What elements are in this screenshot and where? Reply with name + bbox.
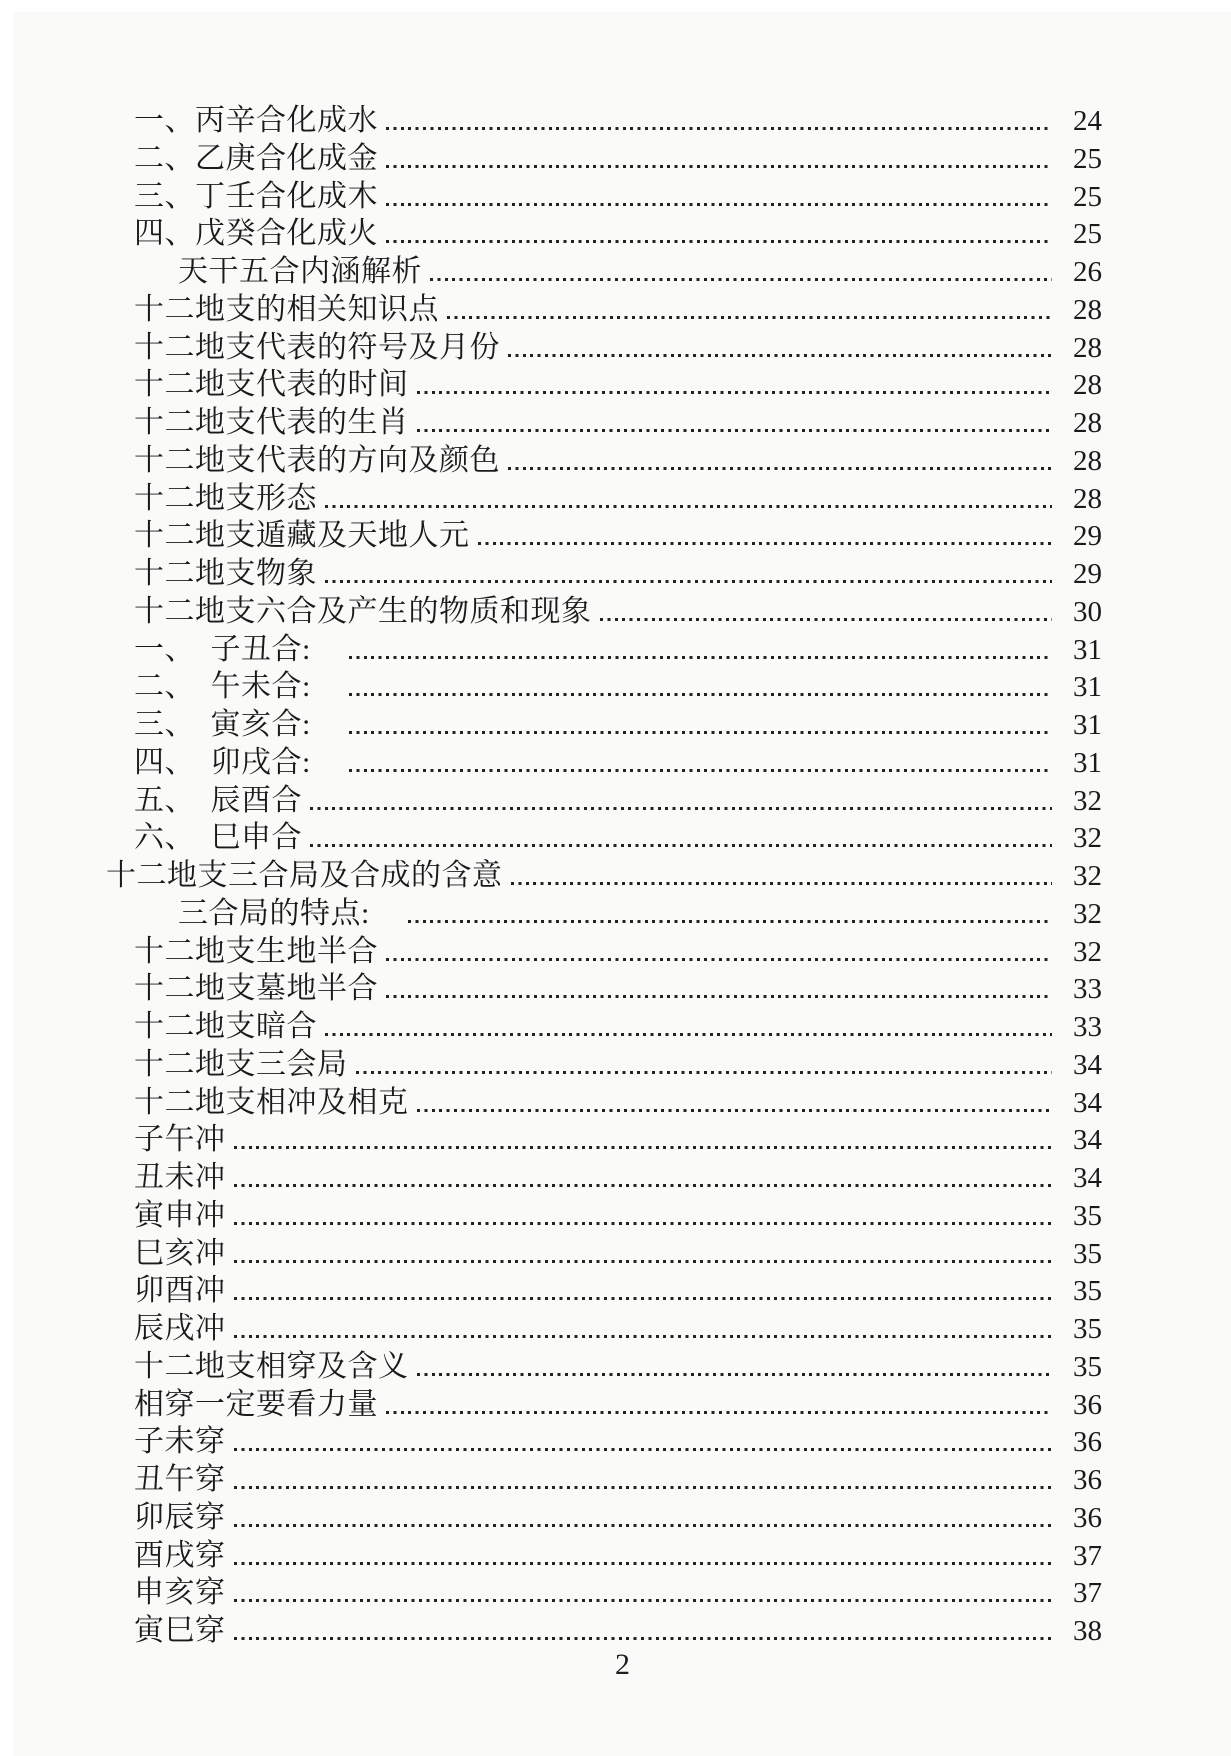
toc-entry [106,178,1102,216]
toc-entry-label: 三合局的特点: [178,896,401,930]
dot-leader [447,316,1052,319]
toc-entry [106,442,1102,480]
toc-entry-page: 28 [1073,369,1102,402]
toc-entry-page: 31 [1073,671,1102,704]
dot-leader [417,1373,1053,1376]
dot-leader [408,920,1052,923]
toc-entry [106,1537,1102,1575]
dot-leader [386,240,1052,243]
toc-entry-page: 34 [1073,1086,1102,1119]
toc-entry [106,706,1102,744]
dot-leader [508,467,1052,470]
toc-entry-page: 28 [1073,482,1102,515]
toc-entry-label: 二、 午未合: [134,670,342,704]
dot-leader [386,995,1052,998]
toc-entry-page: 25 [1073,142,1102,175]
dot-leader [234,1297,1053,1300]
toc-entry-page: 34 [1073,1162,1102,1194]
toc-entry-label: 四、戊癸合化成火 [134,217,378,251]
toc-entry [106,404,1102,442]
toc-entry-label: 一、 子丑合: [134,632,342,666]
toc-entry [106,1386,1102,1424]
toc-entry-label: 十二地支暗合 [134,1010,317,1043]
dot-leader [234,1562,1053,1565]
dot-leader [234,1222,1053,1225]
toc-entry-label: 一、丙辛合化成水 [134,104,378,137]
toc-entry-page: 36 [1073,1464,1102,1496]
toc-entry-page: 33 [1073,973,1102,1006]
dot-leader [430,278,1052,281]
toc-list [14,12,1231,1650]
toc-entry [106,1159,1102,1197]
toc-entry [106,1008,1102,1046]
toc-entry-label: 三、丁壬合化成木 [134,179,378,213]
dot-leader [386,1411,1052,1414]
footer-page-number: 2 [615,1648,630,1681]
toc-entry-page: 34 [1073,1048,1102,1081]
toc-entry-page: 32 [1073,935,1102,968]
toc-entry [106,366,1102,404]
toc-entry-label: 十二地支代表的方向及颜色 [134,443,500,477]
dot-leader [234,1448,1053,1451]
dot-leader [234,1637,1053,1640]
toc-entry-page: 35 [1073,1350,1102,1383]
dot-leader [325,580,1052,583]
toc-entry [106,1499,1102,1537]
dot-leader [234,1486,1053,1489]
toc-entry-label: 十二地支三合局及合成的含意 [106,859,503,892]
toc-entry [106,253,1102,291]
toc-entry-page: 34 [1073,1124,1102,1157]
toc-entry-page: 35 [1073,1237,1102,1270]
toc-entry [106,517,1102,555]
dot-leader [386,127,1052,130]
dot-leader [356,1071,1053,1074]
page-footer [14,1648,1231,1682]
toc-entry [106,1423,1102,1461]
toc-entry [106,215,1102,253]
toc-entry [106,1046,1102,1084]
toc-entry-page: 32 [1073,784,1102,817]
toc-entry-page: 28 [1073,407,1102,439]
toc-entry [106,1235,1102,1273]
toc-entry-label: 十二地支代表的生肖 [134,406,409,439]
toc-entry-page: 32 [1073,822,1102,855]
toc-entry [106,102,1102,140]
toc-entry-label: 十二地支遁藏及天地人元 [134,519,470,553]
dot-leader [234,1335,1053,1338]
toc-entry-label: 四、 卯戌合: [134,745,342,779]
toc-entry [106,895,1102,933]
toc-entry-label: 十二地支墓地半合 [134,972,378,1006]
toc-entry-page: 25 [1073,180,1102,213]
toc-entry-label: 酉戌穿 [134,1538,226,1572]
toc-entry-page: 24 [1073,105,1102,137]
dot-leader [234,1260,1053,1263]
dot-leader [349,731,1052,734]
toc-entry-label: 寅申冲 [134,1198,226,1232]
toc-entry-page: 30 [1073,595,1102,628]
dot-leader [349,769,1052,772]
toc-entry-page: 28 [1073,331,1102,364]
toc-entry [106,291,1102,329]
toc-entry [106,329,1102,367]
toc-entry [106,555,1102,593]
toc-entry-page: 32 [1073,897,1102,930]
toc-entry [106,1461,1102,1499]
toc-entry-page: 31 [1073,709,1102,741]
dot-leader [600,618,1053,621]
toc-entry [106,744,1102,782]
toc-entry-page: 25 [1073,218,1102,251]
toc-entry-label: 卯酉冲 [134,1274,226,1308]
dot-leader [310,844,1052,847]
toc-entry-page: 28 [1073,444,1102,477]
toc-entry [106,1272,1102,1310]
toc-entry-label: 十二地支的相关知识点 [134,292,439,326]
dot-leader [234,1184,1053,1187]
toc-entry-label: 寅巳穿 [134,1614,226,1647]
toc-entry-page: 29 [1073,520,1102,553]
toc-entry-label: 十二地支代表的符号及月份 [134,330,500,364]
toc-entry-label: 十二地支物象 [134,557,317,590]
toc-entry-label: 申亥穿 [134,1576,226,1610]
toc-entry-label: 六、 巳申合 [134,821,302,855]
toc-entry-label: 二、乙庚合化成金 [134,141,378,175]
toc-entry-page: 31 [1073,633,1102,666]
dot-leader [386,165,1052,168]
dot-leader [386,958,1052,961]
dot-leader [234,1524,1053,1527]
dot-leader [417,1109,1053,1112]
toc-entry [106,1310,1102,1348]
toc-entry [106,140,1102,178]
toc-entry-page: 37 [1073,1577,1102,1610]
toc-entry-label: 三、 寅亥合: [134,708,342,741]
toc-entry [106,1197,1102,1235]
toc-entry [106,1348,1102,1386]
toc-entry-page: 36 [1073,1388,1102,1421]
toc-entry-label: 十二地支形态 [134,481,317,515]
dot-leader [310,807,1052,810]
dot-leader [417,429,1053,432]
toc-entry [106,668,1102,706]
toc-entry-label: 辰戌冲 [134,1312,226,1345]
toc-entry-page: 28 [1073,293,1102,326]
toc-entry-page: 35 [1073,1275,1102,1308]
toc-entry-page: 29 [1073,558,1102,590]
dot-leader [325,505,1052,508]
toc-entry-page: 35 [1073,1313,1102,1345]
toc-entry [106,1574,1102,1612]
toc-entry-label: 丑未冲 [134,1161,226,1194]
toc-entry [106,1612,1102,1650]
toc-entry-label: 十二地支相穿及含义 [134,1349,409,1383]
toc-entry-page: 26 [1073,256,1102,288]
toc-entry-label: 子午冲 [134,1123,226,1157]
toc-entry [106,1084,1102,1122]
toc-entry-label: 子未穿 [134,1425,226,1459]
dot-leader [508,354,1052,357]
dot-leader [417,391,1053,394]
toc-entry-label: 天干五合内涵解析 [178,255,422,288]
toc-entry-page: 35 [1073,1199,1102,1232]
toc-entry-page: 36 [1073,1426,1102,1459]
toc-entry-label: 十二地支生地半合 [134,934,378,968]
dot-leader [349,656,1052,659]
toc-entry-label: 十二地支相冲及相克 [134,1085,409,1119]
toc-entry [106,970,1102,1008]
dot-leader [511,882,1053,885]
toc-entry-label: 十二地支三会局 [134,1047,348,1081]
toc-entry [106,857,1102,895]
toc-entry-label: 十二地支代表的时间 [134,368,409,402]
dot-leader [386,203,1052,206]
toc-entry-label: 卯辰穿 [134,1500,226,1534]
toc-entry [106,782,1102,820]
toc-entry [106,933,1102,971]
toc-entry-label: 十二地支六合及产生的物质和现象 [134,594,592,628]
toc-entry [106,819,1102,857]
toc-entry [106,593,1102,631]
toc-entry [106,1121,1102,1159]
toc-entry [106,480,1102,518]
dot-leader [349,693,1052,696]
toc-entry-label: 五、 辰酉合 [134,783,302,817]
toc-entry-label: 丑午穿 [134,1463,226,1496]
toc-entry-label: 相穿一定要看力量 [134,1387,378,1421]
dot-leader [234,1146,1053,1149]
toc-entry [106,631,1102,669]
dot-leader [325,1033,1052,1036]
dot-leader [234,1599,1053,1602]
toc-entry-label: 巳亥冲 [134,1236,226,1270]
toc-entry-page: 36 [1073,1501,1102,1534]
dot-leader [478,542,1053,545]
toc-entry-page: 33 [1073,1011,1102,1043]
toc-entry-page: 37 [1073,1539,1102,1572]
toc-entry-page: 38 [1073,1615,1102,1647]
toc-entry-page: 32 [1073,860,1102,892]
toc-entry-page: 31 [1073,746,1102,779]
